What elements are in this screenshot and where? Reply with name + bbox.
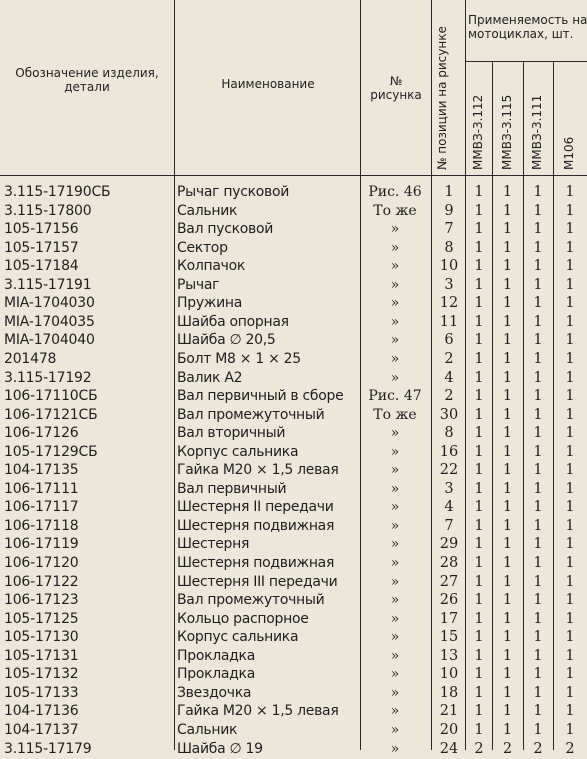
figure-cell: » bbox=[390, 239, 400, 256]
name-cell: Корпус сальника bbox=[177, 629, 299, 646]
table-row bbox=[0, 239, 587, 258]
qty-cell: 1 bbox=[502, 239, 513, 256]
table-row bbox=[0, 350, 587, 369]
table-row bbox=[0, 554, 587, 573]
header-name: Наименование bbox=[221, 77, 315, 91]
code-cell: 106-17126 bbox=[4, 425, 79, 442]
qty-cell: 1 bbox=[502, 184, 513, 200]
qty-cell: 1 bbox=[565, 239, 575, 256]
qty-cell: 1 bbox=[502, 629, 513, 646]
code-cell: 105-17131 bbox=[4, 647, 79, 664]
table-row bbox=[0, 647, 587, 666]
qty-cell: 2 bbox=[565, 740, 575, 757]
qty-cell: 1 bbox=[533, 721, 543, 738]
qty-cell: 1 bbox=[502, 332, 513, 349]
code-cell: 3.115-17191 bbox=[4, 276, 92, 293]
name-cell: Шайба ∅ 19 bbox=[177, 740, 263, 757]
figure-cell: » bbox=[390, 573, 400, 590]
code-cell: 105-17129СБ bbox=[4, 443, 98, 460]
table-row bbox=[0, 369, 587, 388]
figure-cell: » bbox=[390, 703, 400, 720]
code-cell: 106-17119 bbox=[4, 536, 79, 553]
table-row bbox=[0, 665, 587, 684]
figure-cell: » bbox=[390, 721, 400, 738]
figure-cell: » bbox=[390, 369, 400, 386]
qty-cell: 1 bbox=[474, 369, 484, 386]
figure-cell: » bbox=[390, 276, 400, 293]
qty-cell: 1 bbox=[565, 536, 575, 553]
qty-cell: 1 bbox=[474, 184, 484, 200]
qty-cell: 1 bbox=[533, 202, 543, 219]
header-model-1: ММВЗ-3.112 bbox=[471, 94, 485, 170]
position-cell: 10 bbox=[439, 258, 459, 275]
position-cell: 8 bbox=[444, 425, 454, 442]
qty-cell: 1 bbox=[533, 536, 543, 553]
position-cell: 29 bbox=[439, 536, 459, 553]
figure-cell: » bbox=[390, 536, 400, 553]
name-cell: Шайба ∅ 20,5 bbox=[177, 332, 276, 349]
qty-cell: 1 bbox=[533, 499, 543, 516]
position-cell: 24 bbox=[439, 740, 459, 757]
name-cell: Рычаг пусковой bbox=[177, 184, 290, 200]
qty-cell: 1 bbox=[533, 610, 543, 627]
name-cell: Колпачок bbox=[177, 258, 246, 275]
qty-cell: 1 bbox=[474, 221, 484, 238]
qty-cell: 1 bbox=[565, 721, 575, 738]
code-cell: 106-17117 bbox=[4, 499, 79, 516]
header-model-4: М106 bbox=[562, 136, 576, 170]
qty-cell: 1 bbox=[502, 536, 513, 553]
table-row bbox=[0, 257, 587, 276]
table-row bbox=[0, 591, 587, 610]
code-cell: 105-17125 bbox=[4, 610, 79, 627]
position-cell: 4 bbox=[444, 369, 454, 386]
qty-cell: 1 bbox=[474, 555, 484, 571]
code-cell: 3.115-17190СБ bbox=[4, 184, 111, 200]
position-cell: 26 bbox=[439, 592, 459, 609]
code-cell: 106-17110СБ bbox=[4, 388, 98, 405]
qty-cell: 1 bbox=[533, 462, 543, 479]
qty-cell: 1 bbox=[565, 703, 575, 720]
figure-cell: » bbox=[390, 295, 400, 312]
name-cell: Шестерня bbox=[177, 536, 250, 553]
table-row bbox=[0, 721, 587, 740]
position-cell: 18 bbox=[439, 684, 459, 701]
qty-cell: 1 bbox=[533, 295, 543, 312]
figure-cell: » bbox=[390, 610, 400, 627]
name-cell: Звездочка bbox=[177, 684, 252, 701]
qty-cell: 1 bbox=[533, 350, 543, 367]
qty-cell: 1 bbox=[565, 332, 575, 349]
code-cell: 106-17118 bbox=[4, 517, 79, 534]
header-position: № позиции на рисунке bbox=[435, 26, 449, 170]
position-cell: 17 bbox=[439, 610, 459, 627]
code-cell: 3.115-17800 bbox=[4, 202, 92, 219]
qty-cell: 1 bbox=[565, 184, 575, 200]
position-cell: 30 bbox=[439, 406, 459, 423]
qty-cell: 1 bbox=[565, 573, 575, 590]
qty-cell: 1 bbox=[533, 592, 543, 609]
qty-cell: 1 bbox=[502, 480, 513, 497]
position-cell: 28 bbox=[439, 555, 459, 571]
qty-cell: 1 bbox=[533, 406, 543, 423]
figure-cell: Рис. 46 bbox=[368, 184, 422, 200]
qty-cell: 1 bbox=[474, 499, 484, 516]
name-cell: Шестерня II передачи bbox=[177, 499, 334, 516]
code-cell: 201478 bbox=[4, 350, 57, 367]
position-cell: 4 bbox=[444, 499, 454, 516]
header-model-2: ММВЗ-3.115 bbox=[500, 94, 514, 170]
qty-cell: 1 bbox=[565, 629, 575, 646]
position-cell: 2 bbox=[444, 388, 454, 405]
qty-cell: 1 bbox=[502, 258, 513, 275]
qty-cell: 1 bbox=[533, 555, 543, 571]
name-cell: Вал вторичный bbox=[177, 425, 286, 442]
qty-cell: 1 bbox=[502, 555, 513, 571]
qty-cell: 1 bbox=[533, 443, 543, 460]
qty-cell: 1 bbox=[502, 647, 513, 664]
table-row bbox=[0, 684, 587, 703]
qty-cell: 1 bbox=[565, 388, 575, 405]
position-cell: 1 bbox=[444, 184, 454, 200]
figure-cell: » bbox=[390, 666, 400, 683]
qty-cell: 1 bbox=[533, 258, 543, 275]
qty-cell: 1 bbox=[533, 629, 543, 646]
position-cell: 27 bbox=[439, 573, 459, 590]
name-cell: Вал промежуточный bbox=[177, 406, 325, 423]
qty-cell: 1 bbox=[502, 388, 513, 405]
header-divider bbox=[465, 61, 587, 62]
qty-cell: 1 bbox=[533, 388, 543, 405]
table-row bbox=[0, 461, 587, 480]
code-cell: 104-17135 bbox=[4, 462, 79, 479]
position-cell: 8 bbox=[444, 239, 454, 256]
qty-cell: 1 bbox=[502, 350, 513, 367]
table-row bbox=[0, 498, 587, 517]
qty-cell: 1 bbox=[502, 610, 513, 627]
code-cell: 105-17156 bbox=[4, 221, 79, 238]
qty-cell: 1 bbox=[565, 462, 575, 479]
figure-cell: » bbox=[390, 592, 400, 609]
qty-cell: 1 bbox=[533, 684, 543, 701]
qty-cell: 1 bbox=[474, 666, 484, 683]
position-cell: 10 bbox=[439, 666, 459, 683]
code-cell: 105-17133 bbox=[4, 684, 79, 701]
qty-cell: 2 bbox=[474, 740, 484, 757]
qty-cell: 1 bbox=[565, 480, 575, 497]
qty-cell: 1 bbox=[565, 350, 575, 367]
qty-cell: 1 bbox=[474, 202, 484, 219]
code-cell: 106-17122 bbox=[4, 573, 79, 590]
position-cell: 7 bbox=[444, 517, 454, 534]
qty-cell: 1 bbox=[502, 221, 513, 238]
name-cell: Корпус сальника bbox=[177, 443, 299, 460]
table-row bbox=[0, 276, 587, 295]
name-cell: Вал первичный bbox=[177, 480, 287, 497]
position-cell: 6 bbox=[444, 332, 454, 349]
header-bottom-rule bbox=[0, 175, 587, 176]
name-cell: Валик А2 bbox=[177, 369, 243, 386]
figure-cell: » bbox=[390, 258, 400, 275]
qty-cell: 1 bbox=[565, 499, 575, 516]
position-cell: 15 bbox=[439, 629, 459, 646]
table-row bbox=[0, 628, 587, 647]
position-cell: 20 bbox=[439, 721, 459, 738]
figure-cell: » bbox=[390, 462, 400, 479]
position-cell: 13 bbox=[439, 647, 459, 664]
qty-cell: 1 bbox=[474, 462, 484, 479]
position-cell: 21 bbox=[439, 703, 459, 720]
position-cell: 9 bbox=[444, 202, 454, 219]
qty-cell: 1 bbox=[533, 313, 543, 330]
qty-cell: 1 bbox=[474, 517, 484, 534]
name-cell: Шайба опорная bbox=[177, 313, 289, 330]
position-cell: 2 bbox=[444, 350, 454, 367]
qty-cell: 1 bbox=[474, 258, 484, 275]
qty-cell: 1 bbox=[502, 666, 513, 683]
position-cell: 11 bbox=[439, 313, 459, 330]
qty-cell: 1 bbox=[474, 276, 484, 293]
qty-cell: 1 bbox=[474, 647, 484, 664]
name-cell: Вал пусковой bbox=[177, 221, 274, 238]
qty-cell: 1 bbox=[565, 276, 575, 293]
qty-cell: 1 bbox=[474, 629, 484, 646]
qty-cell: 1 bbox=[474, 721, 484, 738]
qty-cell: 1 bbox=[474, 684, 484, 701]
name-cell: Болт М8 × 1 × 25 bbox=[177, 350, 301, 367]
qty-cell: 1 bbox=[533, 666, 543, 683]
qty-cell: 1 bbox=[533, 332, 543, 349]
code-cell: MIA-1704035 bbox=[4, 313, 95, 330]
code-cell: 106-17121СБ bbox=[4, 406, 98, 423]
qty-cell: 1 bbox=[502, 425, 513, 442]
name-cell: Гайка М20 × 1,5 левая bbox=[177, 703, 339, 720]
table-row bbox=[0, 480, 587, 499]
name-cell: Вал промежуточный bbox=[177, 592, 325, 609]
qty-cell: 1 bbox=[474, 703, 484, 720]
qty-cell: 1 bbox=[565, 425, 575, 442]
qty-cell: 1 bbox=[533, 517, 543, 534]
table-row bbox=[0, 313, 587, 332]
qty-cell: 1 bbox=[474, 592, 484, 609]
code-cell: 106-17111 bbox=[4, 480, 79, 497]
name-cell: Прокладка bbox=[177, 647, 255, 664]
figure-cell: » bbox=[390, 313, 400, 330]
qty-cell: 1 bbox=[565, 555, 575, 571]
table-row bbox=[0, 294, 587, 313]
name-cell: Гайка М20 × 1,5 левая bbox=[177, 462, 339, 479]
figure-cell: » bbox=[390, 221, 400, 238]
qty-cell: 1 bbox=[502, 202, 513, 219]
qty-cell: 1 bbox=[474, 573, 484, 590]
qty-cell: 1 bbox=[502, 684, 513, 701]
qty-cell: 1 bbox=[502, 703, 513, 720]
code-cell: 106-17120 bbox=[4, 555, 79, 571]
code-cell: 105-17157 bbox=[4, 239, 79, 256]
figure-cell: » bbox=[390, 350, 400, 367]
qty-cell: 1 bbox=[502, 443, 513, 460]
qty-cell: 1 bbox=[565, 647, 575, 664]
qty-cell: 1 bbox=[502, 313, 513, 330]
qty-cell: 1 bbox=[565, 221, 575, 238]
table-row bbox=[0, 702, 587, 721]
qty-cell: 1 bbox=[565, 313, 575, 330]
qty-cell: 1 bbox=[533, 703, 543, 720]
qty-cell: 1 bbox=[565, 610, 575, 627]
qty-cell: 1 bbox=[533, 184, 543, 200]
code-cell: 104-17136 bbox=[4, 703, 79, 720]
qty-cell: 1 bbox=[565, 684, 575, 701]
table-row bbox=[0, 573, 587, 592]
qty-cell: 1 bbox=[474, 610, 484, 627]
qty-cell: 1 bbox=[502, 573, 513, 590]
code-cell: 3.115-17192 bbox=[4, 369, 92, 386]
figure-cell: » bbox=[390, 499, 400, 516]
qty-cell: 1 bbox=[474, 388, 484, 405]
table-row bbox=[0, 406, 587, 425]
qty-cell: 1 bbox=[533, 573, 543, 590]
qty-cell: 1 bbox=[474, 443, 484, 460]
qty-cell: 1 bbox=[565, 295, 575, 312]
name-cell: Шестерня подвижная bbox=[177, 555, 335, 571]
figure-cell: » bbox=[390, 443, 400, 460]
name-cell: Шестерня III передачи bbox=[177, 573, 338, 590]
header-model-3: ММВЗ-3.111 bbox=[530, 94, 544, 170]
table-row bbox=[0, 535, 587, 554]
header-figure: № рисунка bbox=[370, 74, 422, 102]
qty-cell: 1 bbox=[565, 369, 575, 386]
qty-cell: 1 bbox=[502, 517, 513, 534]
table-row bbox=[0, 183, 587, 202]
position-cell: 3 bbox=[444, 480, 454, 497]
code-cell: 105-17132 bbox=[4, 666, 79, 683]
code-cell: MIA-1704040 bbox=[4, 332, 95, 349]
code-cell: 106-17123 bbox=[4, 592, 79, 609]
name-cell: Шестерня подвижная bbox=[177, 517, 335, 534]
qty-cell: 1 bbox=[533, 369, 543, 386]
qty-cell: 1 bbox=[533, 425, 543, 442]
qty-cell: 1 bbox=[565, 202, 575, 219]
name-cell: Рычаг bbox=[177, 276, 220, 293]
qty-cell: 1 bbox=[533, 647, 543, 664]
header-code: Обозначение изделия, детали bbox=[15, 66, 159, 94]
figure-cell: » bbox=[390, 517, 400, 534]
code-cell: 105-17184 bbox=[4, 258, 79, 275]
qty-cell: 1 bbox=[474, 480, 484, 497]
figure-cell: » bbox=[390, 555, 400, 571]
name-cell: Прокладка bbox=[177, 666, 255, 683]
position-cell: 3 bbox=[444, 276, 454, 293]
qty-cell: 1 bbox=[502, 592, 513, 609]
figure-cell: » bbox=[390, 629, 400, 646]
table-row bbox=[0, 424, 587, 443]
qty-cell: 1 bbox=[474, 350, 484, 367]
code-cell: MIA-1704030 bbox=[4, 295, 95, 312]
qty-cell: 1 bbox=[502, 721, 513, 738]
name-cell: Сектор bbox=[177, 239, 228, 256]
table-row bbox=[0, 387, 587, 406]
name-cell: Вал первичный в сборе bbox=[177, 388, 344, 405]
figure-cell: То же bbox=[373, 202, 417, 219]
figure-cell: » bbox=[390, 332, 400, 349]
figure-cell: » bbox=[390, 647, 400, 664]
qty-cell: 2 bbox=[533, 740, 543, 757]
qty-cell: 1 bbox=[474, 425, 484, 442]
figure-cell: То же bbox=[373, 406, 417, 423]
qty-cell: 1 bbox=[474, 332, 484, 349]
qty-cell: 1 bbox=[502, 295, 513, 312]
qty-cell: 1 bbox=[565, 258, 575, 275]
qty-cell: 1 bbox=[474, 536, 484, 553]
qty-cell: 1 bbox=[565, 666, 575, 683]
table-row bbox=[0, 610, 587, 629]
position-cell: 16 bbox=[439, 443, 459, 460]
name-cell: Пружина bbox=[177, 295, 243, 312]
figure-cell: Рис. 47 bbox=[368, 388, 422, 405]
table-row bbox=[0, 443, 587, 462]
qty-cell: 1 bbox=[533, 221, 543, 238]
qty-cell: 2 bbox=[502, 740, 513, 757]
name-cell: Сальник bbox=[177, 721, 238, 738]
table-row bbox=[0, 202, 587, 221]
code-cell: 105-17130 bbox=[4, 629, 79, 646]
table-row bbox=[0, 331, 587, 350]
position-cell: 12 bbox=[439, 295, 459, 312]
table-row bbox=[0, 517, 587, 536]
qty-cell: 1 bbox=[474, 239, 484, 256]
position-cell: 22 bbox=[439, 462, 459, 479]
qty-cell: 1 bbox=[565, 443, 575, 460]
qty-cell: 1 bbox=[502, 499, 513, 516]
qty-cell: 1 bbox=[474, 313, 484, 330]
figure-cell: » bbox=[390, 425, 400, 442]
qty-cell: 1 bbox=[502, 369, 513, 386]
qty-cell: 1 bbox=[565, 517, 575, 534]
header-usage-group: Применяемость на мотоциклах, шт. bbox=[468, 13, 587, 41]
qty-cell: 1 bbox=[474, 406, 484, 423]
position-cell: 7 bbox=[444, 221, 454, 238]
figure-cell: » bbox=[390, 480, 400, 497]
table-row bbox=[0, 220, 587, 239]
figure-cell: » bbox=[390, 684, 400, 701]
table-row bbox=[0, 740, 587, 759]
code-cell: 104-17137 bbox=[4, 721, 79, 738]
name-cell: Кольцо распорное bbox=[177, 610, 309, 627]
figure-cell: » bbox=[390, 740, 400, 757]
qty-cell: 1 bbox=[502, 276, 513, 293]
qty-cell: 1 bbox=[533, 480, 543, 497]
code-cell: 3.115-17179 bbox=[4, 740, 92, 757]
qty-cell: 1 bbox=[533, 239, 543, 256]
qty-cell: 1 bbox=[565, 592, 575, 609]
qty-cell: 1 bbox=[502, 462, 513, 479]
qty-cell: 1 bbox=[474, 295, 484, 312]
qty-cell: 1 bbox=[502, 406, 513, 423]
qty-cell: 1 bbox=[565, 406, 575, 423]
qty-cell: 1 bbox=[533, 276, 543, 293]
name-cell: Сальник bbox=[177, 202, 238, 219]
